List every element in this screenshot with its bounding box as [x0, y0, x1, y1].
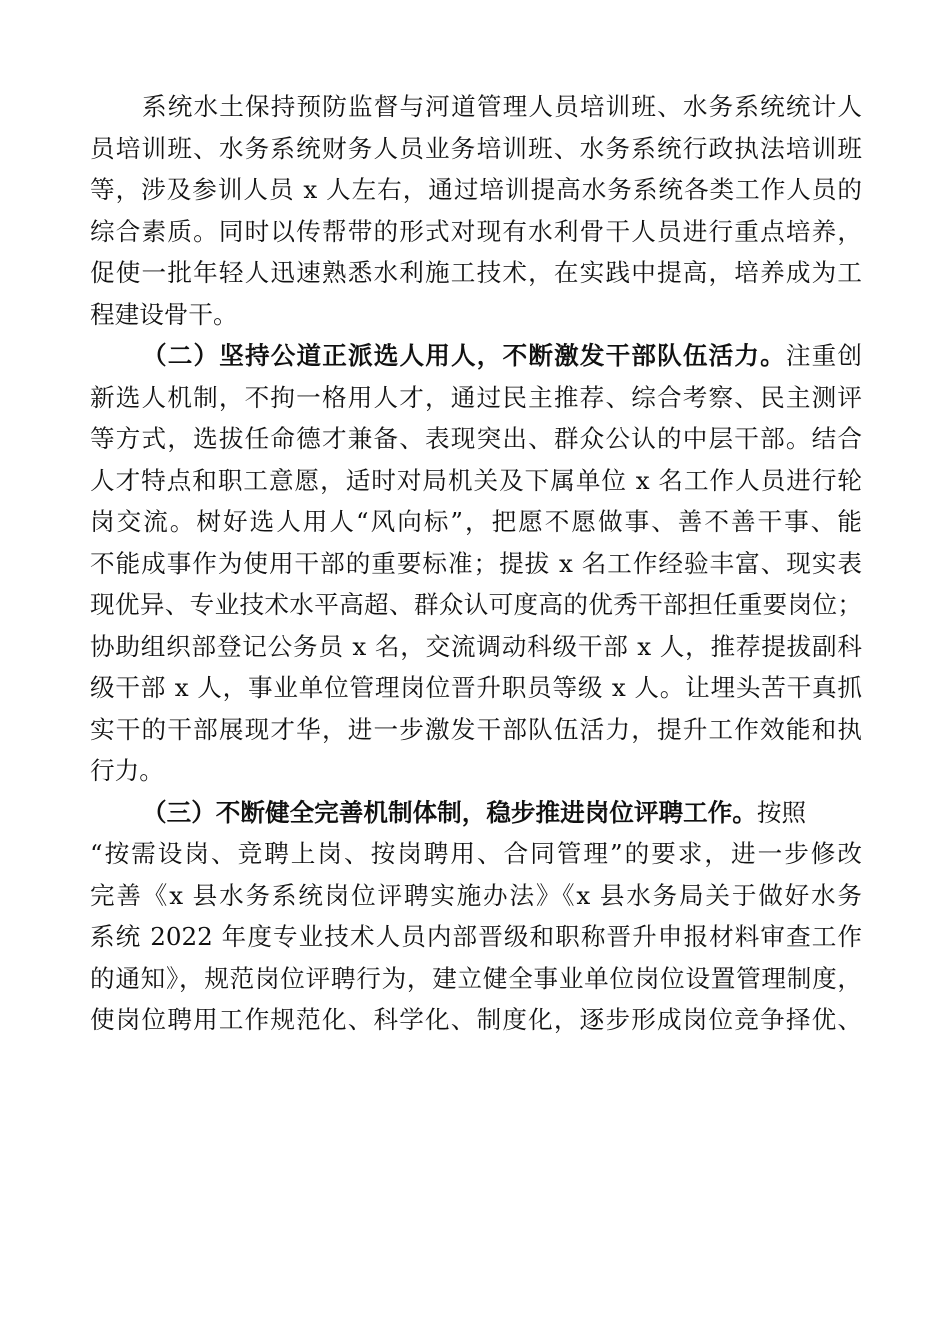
text-line: 的通知》，规范岗位评聘行为，建立健全事业单位岗位设置管理制度， — [90, 963, 862, 993]
text-line: 促使一批年轻人迅速熟悉水利施工技术，在实践中提高，培养成为工 — [90, 258, 862, 287]
text-line: 协助组织部登记公务员 x 名，交流调动科级干部 x 人，推荐提拔副科 — [90, 631, 862, 661]
text-line: 实干的干部展现才华，进一步激发干部队伍活力，提升工作效能和执 — [90, 714, 862, 744]
text-line: “按需设岗、竞聘上岗、按岗聘用、合同管理”的要求，进一步修改 — [90, 839, 862, 868]
text-line: 使岗位聘用工作规范化、科学化、制度化，逐步形成岗位竞争择优、 — [90, 1005, 862, 1034]
text-line: 程建设骨干。 — [90, 299, 238, 329]
heading-trailing-text: 注重创 — [785, 341, 862, 370]
section-heading: （三）不断健全完善机制体制，稳步推进岗位评聘工作。 — [142, 797, 757, 827]
paragraph-training — [90, 86, 862, 335]
text-line — [90, 335, 862, 377]
text-line: 完善《x 县水务系统岗位评聘实施办法》《x 县水务局关于做好水务 — [90, 880, 862, 910]
text-line: 员培训班、水务系统财务人员业务培训班、水务系统行政执法培训班 — [90, 133, 862, 163]
text-line: 综合素质。同时以传帮带的形式对现有水利骨干人员进行重点培养， — [90, 216, 862, 246]
paragraph-post-evaluation — [90, 792, 862, 1041]
document-body — [90, 86, 862, 1041]
text-line: 不能成事作为使用干部的重要标准；提拔 x 名工作经验丰富、现实表 — [90, 548, 862, 578]
text-line: 新选人机制，不拘一格用人才，通过民主推荐、综合考察、民主测评 — [90, 382, 862, 412]
heading-trailing-text: 按照 — [756, 797, 807, 827]
text-line: 级干部 x 人，事业单位管理岗位晋升职员等级 x 人。让埋头苦干真抓 — [90, 673, 862, 702]
text-line: 人才特点和职工意愿，适时对局机关及下属单位 x 名工作人员进行轮 — [90, 465, 862, 495]
text-line: 等方式，选拔任命德才兼备、表现突出、群众公认的中层干部。结合 — [90, 424, 862, 453]
text-line: 现优异、专业技术水平高超、群众认可度高的优秀干部担任重要岗位； — [90, 590, 862, 619]
section-heading: （二）坚持公道正派选人用人，不断激发干部队伍活力。 — [142, 341, 786, 370]
text-line: 行力。 — [90, 756, 164, 785]
paragraph-cadre-selection — [90, 335, 862, 792]
text-line: 系统 2022 年度专业技术人员内部晋级和职称晋升申报材料审查工作 — [90, 922, 862, 951]
text-line — [90, 792, 862, 834]
text-line: 岗交流。树好选人用人“风向标”，把愿不愿做事、善不善干事、能 — [90, 507, 862, 536]
text-line: 系统水土保持预防监督与河道管理人员培训班、水务系统统计人 — [142, 92, 862, 121]
text-line: 等，涉及参训人员 x 人左右，通过培训提高水务系统各类工作人员的 — [90, 175, 862, 204]
